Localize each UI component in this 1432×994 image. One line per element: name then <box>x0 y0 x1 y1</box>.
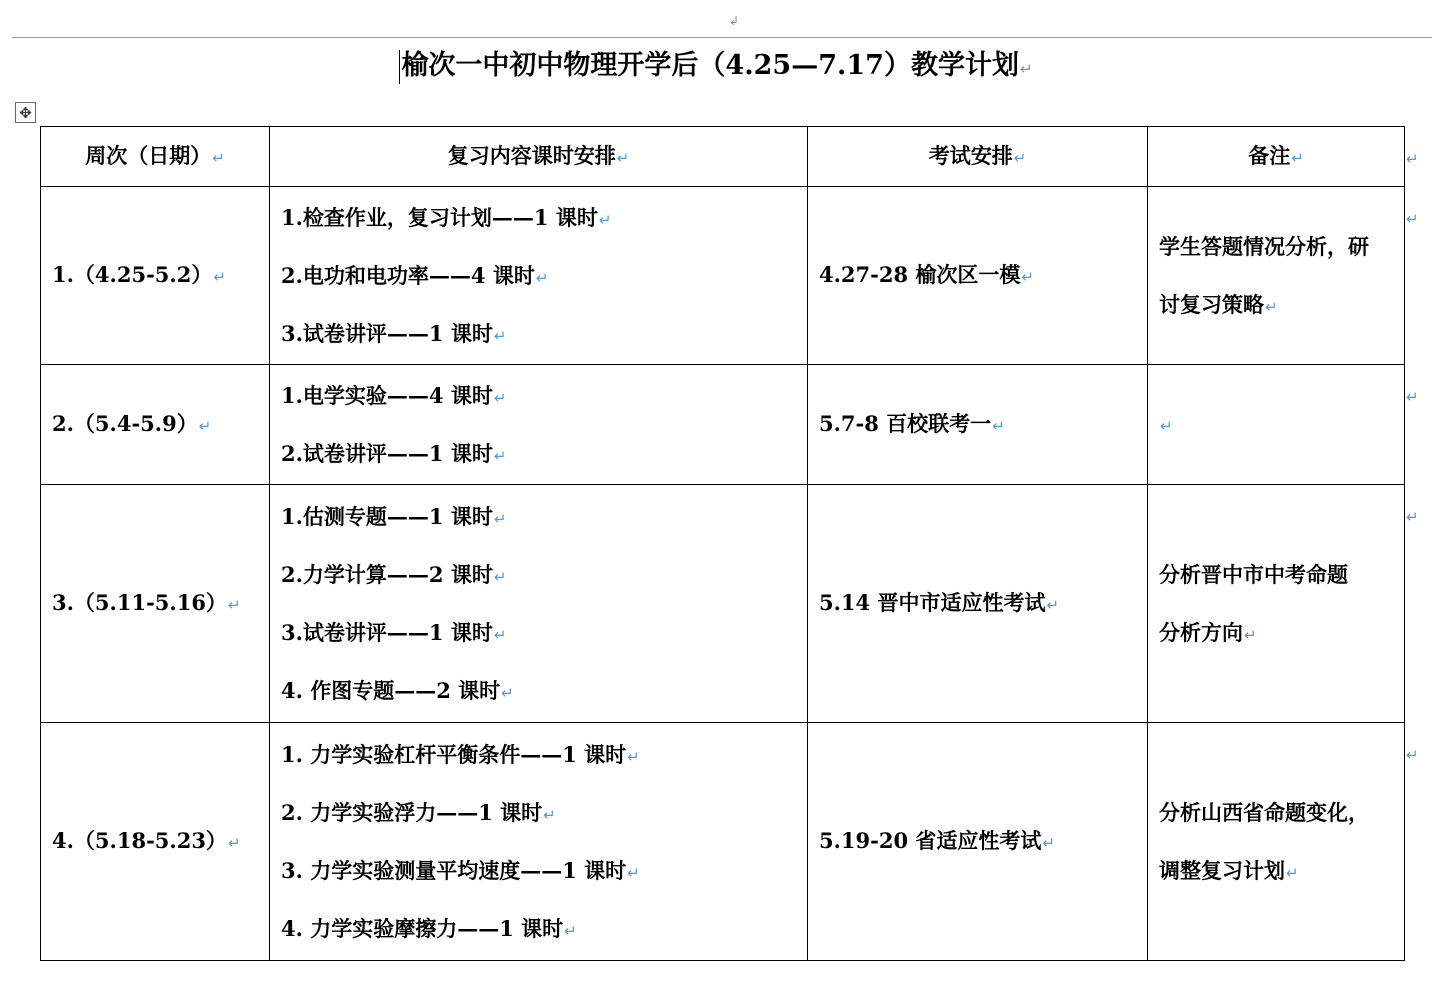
header-divider <box>12 37 1432 38</box>
cell-week[interactable]: 2.（5.4-5.9）↵ <box>41 365 270 485</box>
cell-week[interactable]: 3.（5.11-5.16）↵ <box>41 485 270 723</box>
paragraph-mark-icon: ↵ <box>1019 60 1033 78</box>
table-row <box>41 365 1405 485</box>
cell-notes[interactable]: 分析山西省命题变化， 调整复习计划↵ <box>1148 723 1405 961</box>
header-content[interactable]: 复习内容课时安排↵ <box>270 127 808 187</box>
header-exam[interactable]: 考试安排↵ <box>808 127 1148 187</box>
cell-notes[interactable]: 学生答题情况分析，研 讨复习策略↵ <box>1148 187 1405 365</box>
cell-content[interactable]: 1. 力学实验杠杆平衡条件——1 课时↵ 2. 力学实验浮力——1 课时↵ 3. 力学实验测量平均速度——1 课时↵ 4. 力学实验摩擦力——1 课时↵ <box>270 723 808 961</box>
cell-exam[interactable]: 5.7-8 百校联考一↵ <box>808 365 1148 485</box>
table-row <box>41 723 1405 961</box>
cell-content[interactable]: 1.电学实验——4 课时↵ 2.试卷讲评——1 课时↵ <box>270 365 808 485</box>
header-notes[interactable]: 备注↵ <box>1148 127 1405 187</box>
page-title[interactable] <box>0 46 1432 89</box>
cell-week[interactable]: 1.（4.25-5.2）↵ <box>41 187 270 365</box>
header-week[interactable]: 周次（日期）↵ <box>41 127 270 187</box>
paragraph-mark-icon: ↲ <box>729 14 740 28</box>
cell-content[interactable]: 1.估测专题——1 课时↵ 2.力学计算——2 课时↵ 3.试卷讲评——1 课时↵ 4. 作图专题——2 课时↵ <box>270 485 808 723</box>
table-row <box>41 187 1405 365</box>
cell-notes[interactable]: ↵ <box>1148 365 1405 485</box>
cell-exam[interactable]: 5.14 晋中市适应性考试↵ <box>808 485 1148 723</box>
cell-exam[interactable]: 4.27-28 榆次区一模↵ <box>808 187 1148 365</box>
cell-notes[interactable]: 分析晋中市中考命题 分析方向↵ <box>1148 485 1405 723</box>
cell-content[interactable]: 1.检查作业，复习计划——1 课时↵ 2.电功和电功率——4 课时↵ 3.试卷讲评——1 课时↵ <box>270 187 808 365</box>
teaching-plan-table[interactable] <box>40 126 1405 961</box>
cell-exam[interactable]: 5.19-20 省适应性考试↵ <box>808 723 1148 961</box>
row-end-mark-icon: ↵ <box>1406 210 1419 228</box>
table-row <box>41 485 1405 723</box>
table-header-row <box>41 127 1405 187</box>
row-end-mark-icon: ↵ <box>1406 388 1419 406</box>
row-end-mark-icon: ↵ <box>1406 150 1419 168</box>
row-end-mark-icon: ↵ <box>1406 508 1419 526</box>
table-move-handle-icon[interactable]: ✥ <box>15 102 36 123</box>
row-end-mark-icon: ↵ <box>1406 746 1419 764</box>
cell-week[interactable]: 4.（5.18-5.23）↵ <box>41 723 270 961</box>
page-title-text: 榆次一中初中物理开学后（4.25—7.17）教学计划 <box>401 50 1019 81</box>
